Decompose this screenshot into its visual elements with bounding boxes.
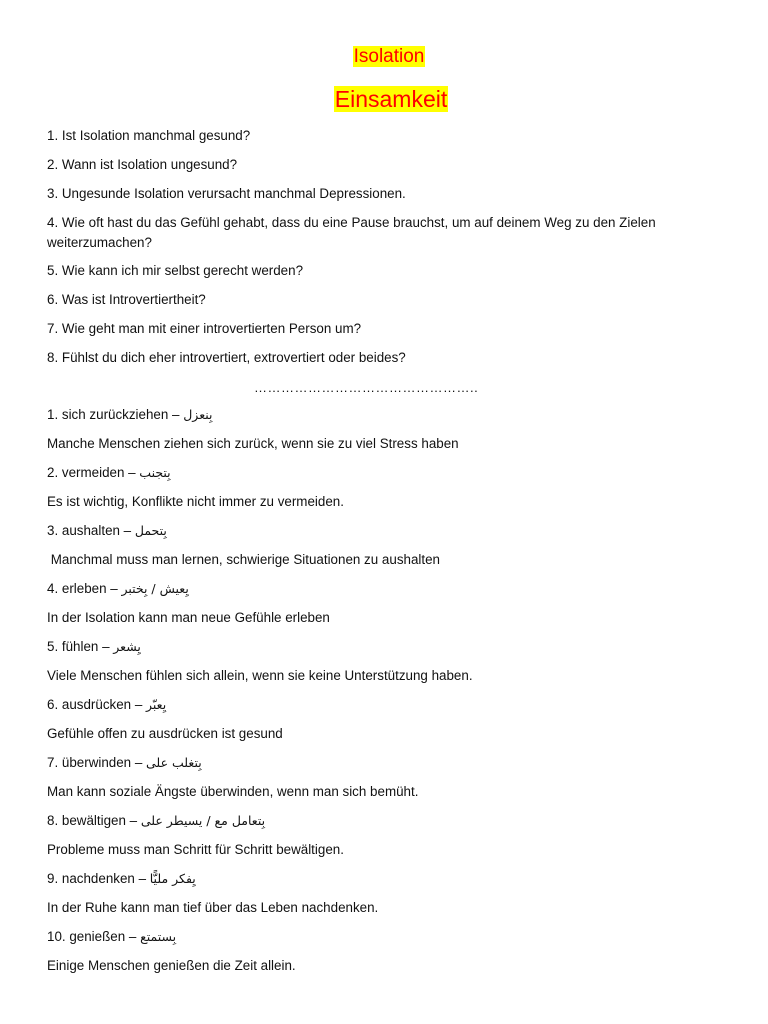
vocab-term-text: 3. aushalten – <box>47 523 135 538</box>
vocab-term-2 <box>47 463 727 483</box>
vocab-example-5: Viele Menschen fühlen sich allein, wenn sie keine Unterstützung haben. <box>47 668 473 683</box>
vocab-example-1: Manche Menschen ziehen sich zurück, wenn sie zu viel Stress haben <box>47 436 459 451</box>
vocab-arabic: يِعيش / بِختبر <box>121 581 189 596</box>
vocab-term-3 <box>47 521 727 541</box>
question-8: 8. Fühlst du dich eher introvertiert, extrovertiert oder beides? <box>47 350 406 365</box>
vocab-term-text: 1. sich zurückziehen – <box>47 407 184 422</box>
vocab-term-8 <box>47 811 727 831</box>
vocab-example-3: Manchmal muss man lernen, schwierige Situationen zu aushalten <box>47 552 440 567</box>
vocab-term-text: 6. ausdrücken – <box>47 697 147 712</box>
vocab-term-text: 9. nachdenken – <box>47 871 150 886</box>
vocab-term-9 <box>47 869 727 889</box>
vocab-example-4: In der Isolation kann man neue Gefühle erleben <box>47 610 330 625</box>
vocab-term-text: 4. erleben – <box>47 581 122 596</box>
heading-isolation <box>0 44 768 70</box>
heading-einsamkeit <box>0 83 768 115</box>
vocab-arabic: بِتجنب <box>139 465 171 480</box>
vocab-term-text: 7. überwinden – <box>47 755 147 770</box>
vocab-arabic: يِشعر <box>113 639 141 654</box>
vocab-arabic: بِستمتع <box>140 929 177 944</box>
vocab-arabic: يِفكر مليًّا <box>149 871 196 886</box>
vocab-term-10 <box>47 927 727 947</box>
vocab-arabic: بِتعامل مع / يسيطر على <box>140 813 266 828</box>
vocab-term-4 <box>47 579 727 599</box>
vocab-term-text: 2. vermeiden – <box>47 465 140 480</box>
vocab-arabic: بِنعزل <box>183 407 213 422</box>
vocab-arabic: بِتغلب على <box>146 755 202 770</box>
question-1: 1. Ist Isolation manchmal gesund? <box>47 128 251 143</box>
heading-isolation-text: Isolation <box>353 46 425 67</box>
question-7: 7. Wie geht man mit einer introvertierten Person um? <box>47 321 362 336</box>
question-2: 2. Wann ist Isolation ungesund? <box>47 157 238 172</box>
vocab-arabic: بِتحمل <box>134 523 167 538</box>
vocab-example-2: Es ist wichtig, Konflikte nicht immer zu vermeiden. <box>47 494 344 509</box>
vocab-term-text: 10. genießen – <box>47 929 141 944</box>
question-6: 6. Was ist Introvertiertheit? <box>47 292 206 307</box>
vocab-term-text: 5. fühlen – <box>47 639 114 654</box>
vocab-term-text: 8. bewältigen – <box>47 813 141 828</box>
vocab-example-6: Gefühle offen zu ausdrücken ist gesund <box>47 726 283 741</box>
separator-dots: ………………………………………….. <box>254 380 479 395</box>
vocab-arabic: يِعبّر <box>146 697 167 712</box>
question-5: 5. Wie kann ich mir selbst gerecht werden? <box>47 263 304 278</box>
question-4: 4. Wie oft hast du das Gefühl gehabt, dass du eine Pause brauchst, um auf deinem Weg zu den Zielen weiterzumachen? <box>47 215 656 250</box>
vocab-term-7 <box>47 753 727 773</box>
vocab-example-10: Einige Menschen genießen die Zeit allein. <box>47 958 296 973</box>
vocab-example-7: Man kann soziale Ängste überwinden, wenn man sich bemüht. <box>47 784 419 799</box>
vocab-term-5 <box>47 637 727 657</box>
vocab-example-9: In der Ruhe kann man tief über das Leben nachdenken. <box>47 900 379 915</box>
vocab-example-8: Probleme muss man Schritt für Schritt bewältigen. <box>47 842 344 857</box>
question-3: 3. Ungesunde Isolation verursacht manchmal Depressionen. <box>47 186 406 201</box>
vocab-term-1 <box>47 405 727 425</box>
vocab-term-6 <box>47 695 727 715</box>
heading-einsamkeit-text: Einsamkeit <box>334 86 448 112</box>
